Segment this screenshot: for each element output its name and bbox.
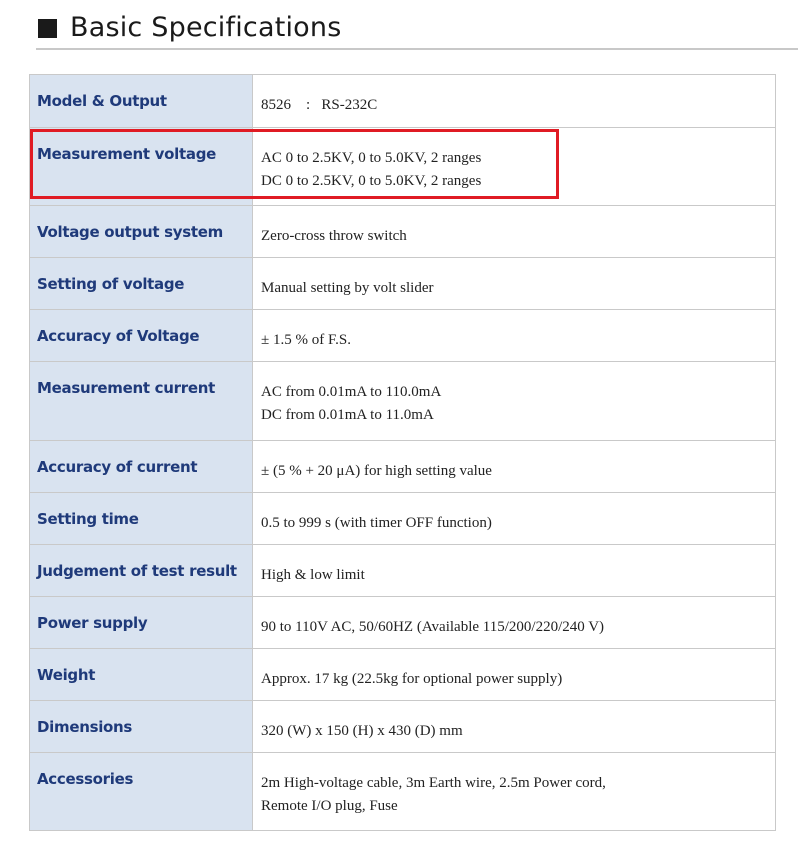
spec-value-line: Manual setting by volt slider bbox=[261, 280, 434, 296]
spec-value-line: 0.5 to 999 s (with timer OFF function) bbox=[261, 515, 492, 531]
spec-label-measurement-current: Measurement current bbox=[37, 379, 215, 397]
spec-label-accuracy-of-voltage: Accuracy of Voltage bbox=[37, 327, 200, 345]
table-row bbox=[30, 753, 776, 831]
spec-label-setting-time: Setting time bbox=[37, 510, 139, 528]
table-row bbox=[30, 206, 776, 258]
spec-value-model-output bbox=[253, 75, 775, 117]
spec-value-line: ± (5 % + 20 μA) for high setting value bbox=[261, 463, 492, 479]
section-heading bbox=[36, 6, 798, 50]
spec-value-line: 2m High-voltage cable, 3m Earth wire, 2.5m Power cord, bbox=[261, 775, 606, 791]
spec-value-weight bbox=[253, 649, 775, 691]
spec-value-line: Remote I/O plug, Fuse bbox=[261, 798, 398, 814]
spec-label-judgement-of-test-result: Judgement of test result bbox=[37, 562, 237, 580]
spec-value-accessories bbox=[253, 753, 775, 818]
spec-value-line: 320 (W) x 150 (H) x 430 (D) mm bbox=[261, 723, 463, 739]
table-row bbox=[30, 493, 776, 545]
spec-label-setting-of-voltage: Setting of voltage bbox=[37, 275, 185, 293]
spec-value-accuracy-of-current bbox=[253, 441, 775, 483]
spec-value-line: Zero-cross throw switch bbox=[261, 228, 407, 244]
section-title: Basic Specifications bbox=[70, 11, 342, 43]
spec-value-accuracy-of-voltage bbox=[253, 310, 775, 352]
spec-value-line: 8526 : RS-232C bbox=[261, 97, 378, 113]
spec-value-measurement-current bbox=[253, 362, 775, 427]
spec-value-line: AC 0 to 2.5KV, 0 to 5.0KV, 2 ranges bbox=[261, 150, 482, 166]
spec-value-line: DC 0 to 2.5KV, 0 to 5.0KV, 2 ranges bbox=[261, 173, 482, 189]
table-row bbox=[30, 649, 776, 701]
spec-label-voltage-output-system: Voltage output system bbox=[37, 223, 223, 241]
table-row bbox=[30, 310, 776, 362]
spec-value-line: 90 to 110V AC, 50/60HZ (Available 115/200/220/240 V) bbox=[261, 619, 605, 635]
table-row bbox=[30, 75, 776, 128]
spec-label-power-supply: Power supply bbox=[37, 614, 148, 632]
table-row bbox=[30, 441, 776, 493]
table-row bbox=[30, 545, 776, 597]
spec-value-voltage-output-system bbox=[253, 206, 775, 248]
spec-value-setting-of-voltage bbox=[253, 258, 775, 300]
spec-label-weight: Weight bbox=[37, 666, 96, 684]
spec-label-accuracy-of-current: Accuracy of current bbox=[37, 458, 198, 476]
square-bullet-icon bbox=[38, 19, 57, 38]
spec-value-dimensions bbox=[253, 701, 775, 743]
spec-value-judgement-of-test-result bbox=[253, 545, 775, 587]
spec-value-line: ± 1.5 % of F.S. bbox=[261, 332, 351, 348]
spec-value-line: AC from 0.01mA to 110.0mA bbox=[261, 384, 442, 400]
table-row bbox=[30, 701, 776, 753]
spec-value-line: Approx. 17 kg (22.5kg for optional power supply) bbox=[261, 671, 563, 687]
spec-label-model-output: Model & Output bbox=[37, 92, 167, 110]
spec-label-measurement-voltage: Measurement voltage bbox=[37, 145, 217, 163]
spec-label-accessories: Accessories bbox=[37, 770, 134, 788]
table-row bbox=[30, 597, 776, 649]
spec-label-dimensions: Dimensions bbox=[37, 718, 133, 736]
highlight-box bbox=[30, 129, 559, 199]
spec-value-line: DC from 0.01mA to 11.0mA bbox=[261, 407, 434, 423]
spec-value-setting-time bbox=[253, 493, 775, 535]
spec-value-power-supply bbox=[253, 597, 775, 639]
table-row bbox=[30, 258, 776, 310]
spec-value-line: High & low limit bbox=[261, 567, 365, 583]
table-row bbox=[30, 362, 776, 441]
